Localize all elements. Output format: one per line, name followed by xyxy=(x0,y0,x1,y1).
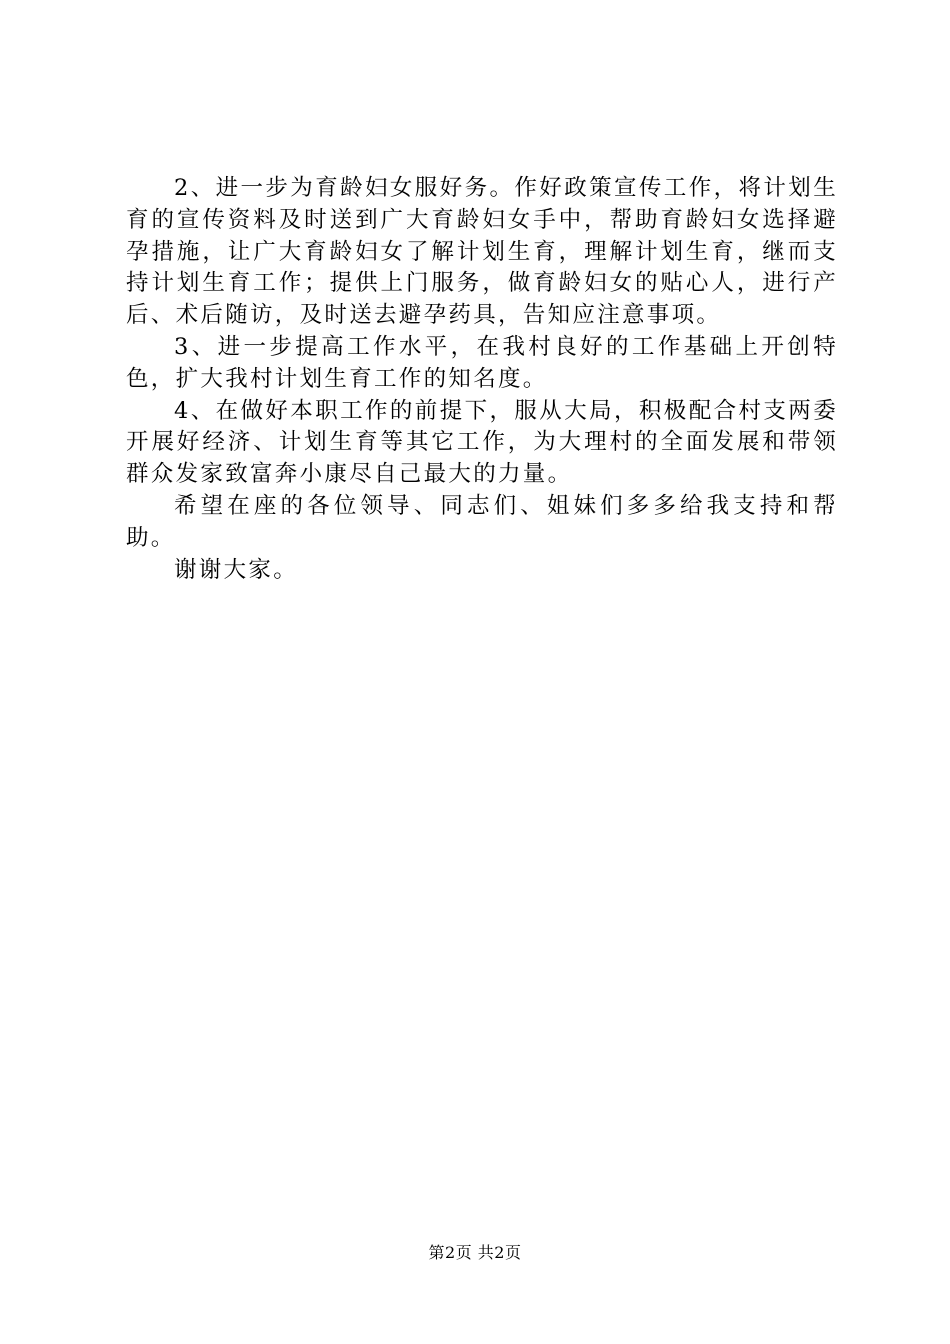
paragraph-item-2: 2、进一步为育龄妇女服好务。作好政策宣传工作，将计划生育的宣传资料及时送到广大育龄妇女手中，帮助育龄妇女选择避孕措施，让广大育龄妇女了解计划生育，理解计划生育，继而支持计划生育工作；提供上门服务，做育龄妇女的贴心人，进行产后、术后随访，及时送去避孕药具，告知应注意事项。 xyxy=(126,175,838,329)
paragraph-item-4: 4、在做好本职工作的前提下，服从大局，积极配合村支两委开展好经济、计划生育等其它工作，为大理村的全面发展和带领群众发家致富奔小康尽自己最大的力量。 xyxy=(126,397,838,488)
paragraph-item-3: 3、进一步提高工作水平，在我村良好的工作基础上开创特色，扩大我村计划生育工作的知名度。 xyxy=(126,333,838,392)
thanks-paragraph: 谢谢大家。 xyxy=(174,556,299,583)
closing-paragraph: 希望在座的各位领导、同志们、姐妹们多多给我支持和帮助。 xyxy=(126,492,838,551)
page-number-footer: 第2页 共2页 xyxy=(428,1243,522,1262)
document-body xyxy=(126,173,838,586)
